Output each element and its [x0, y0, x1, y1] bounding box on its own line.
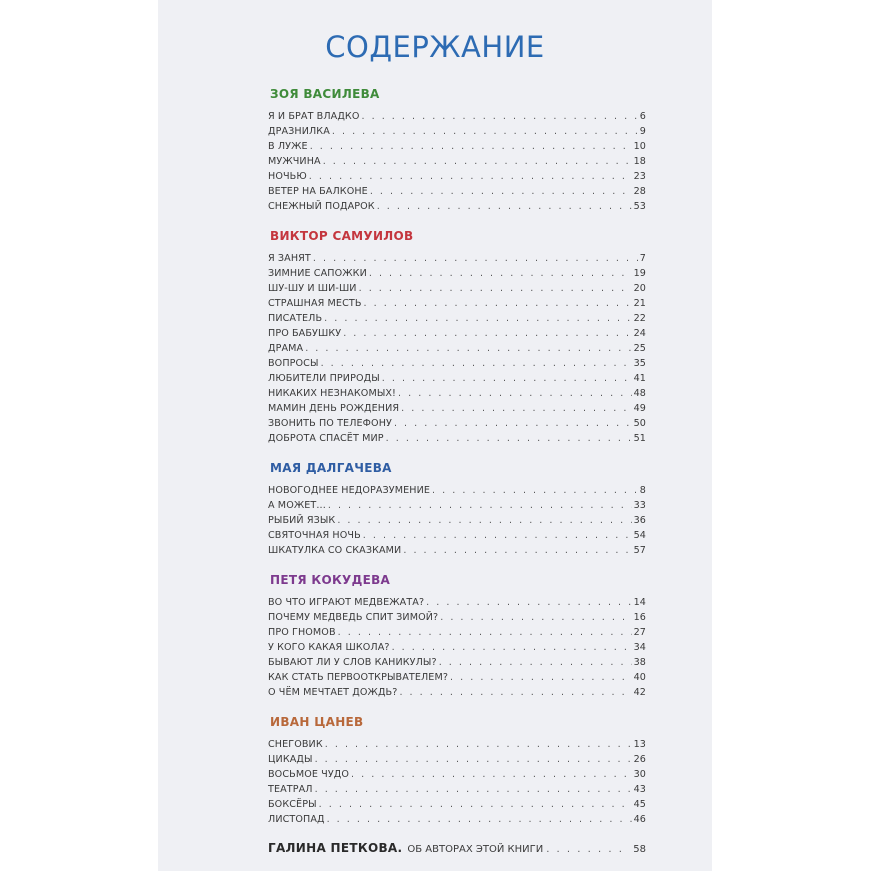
toc-entry	[268, 797, 646, 812]
dot-leader	[343, 326, 631, 341]
entry-title: СНЕЖНЫЙ ПОДАРОК	[268, 201, 375, 212]
entry-page-number: 8	[639, 485, 646, 496]
dot-leader	[313, 251, 638, 266]
entry-page-number: 13	[633, 739, 646, 750]
dot-leader	[364, 296, 632, 311]
entry-page-number: 16	[633, 612, 646, 623]
dot-leader	[315, 752, 632, 767]
toc-entry	[268, 266, 646, 281]
entry-title: ПИСАТЕЛЬ	[268, 313, 323, 324]
entry-title: ЗВОНИТЬ ПО ТЕЛЕФОНУ	[268, 418, 392, 429]
dot-leader	[327, 812, 632, 827]
toc-entry	[268, 685, 646, 700]
toc-entry	[268, 311, 646, 326]
entry-page-number: 48	[633, 388, 646, 399]
entry-page-number: 57	[633, 545, 646, 556]
dot-leader	[315, 782, 632, 797]
dot-leader	[403, 543, 631, 558]
dot-leader	[359, 281, 632, 296]
dot-leader	[323, 154, 632, 169]
toc-entry	[268, 655, 646, 670]
entry-title: ТЕАТРАЛ	[268, 784, 313, 795]
entry-title: ЛЮБИТЕЛИ ПРИРОДЫ	[268, 373, 380, 384]
entry-page-number: 34	[633, 642, 646, 653]
entry-title: НИКАКИХ НЕЗНАКОМЫХ!	[268, 388, 397, 399]
entry-page-number: 27	[633, 627, 646, 638]
entry-page-number: 22	[633, 313, 646, 324]
entry-page-number: 42	[633, 687, 646, 698]
entry-title: ПРО ГНОМОВ	[268, 627, 336, 638]
dot-leader	[432, 483, 638, 498]
author-heading: ЗОЯ ВАСИЛЕВА	[270, 87, 380, 101]
toc-entry	[268, 416, 646, 431]
dot-leader	[386, 431, 632, 446]
entry-page-number: 19	[633, 268, 646, 279]
toc-entry	[268, 812, 646, 827]
dot-leader	[450, 670, 632, 685]
toc-entry	[268, 782, 646, 797]
entry-title: МАМИН ДЕНЬ РОЖДЕНИЯ	[268, 403, 400, 414]
table-of-contents	[268, 86, 646, 855]
entry-title: В ЛУЖЕ	[268, 141, 308, 152]
entry-title: ПОЧЕМУ МЕДВЕДЬ СПИТ ЗИМОЙ?	[268, 612, 439, 623]
dot-leader	[401, 401, 631, 416]
toc-entry	[268, 752, 646, 767]
entry-page-number: 14	[633, 597, 646, 608]
entry-title: СТРАШНАЯ МЕСТЬ	[268, 298, 362, 309]
entry-page-number: 24	[633, 328, 646, 339]
entry-title: ВО ЧТО ИГРАЮТ МЕДВЕЖАТА?	[268, 597, 425, 608]
entry-title: ВЕТЕР НА БАЛКОНЕ	[268, 186, 368, 197]
entry-title: СВЯТОЧНАЯ НОЧЬ	[268, 530, 361, 541]
dot-leader	[319, 797, 632, 812]
toc-entry	[268, 109, 646, 124]
entry-page-number: 43	[633, 784, 646, 795]
toc-entry	[268, 251, 646, 266]
toc-section	[268, 714, 646, 827]
dot-leader	[332, 124, 638, 139]
page-title: СОДЕРЖАНИЕ	[325, 30, 545, 64]
entry-page-number: 23	[633, 171, 646, 182]
entry-page-number: 36	[633, 515, 646, 526]
entry-page-number: 45	[633, 799, 646, 810]
entry-page-number: 30	[633, 769, 646, 780]
toc-entry	[268, 401, 646, 416]
entry-title: У КОГО КАКАЯ ШКОЛА?	[268, 642, 390, 653]
dot-leader	[426, 595, 631, 610]
entry-title: ПРО БАБУШКУ	[268, 328, 342, 339]
entry-page-number: 50	[633, 418, 646, 429]
dot-leader	[394, 416, 632, 431]
book-page	[158, 0, 712, 871]
toc-entry	[268, 737, 646, 752]
dot-leader	[310, 139, 632, 154]
toc-entry	[268, 296, 646, 311]
dot-leader	[325, 737, 632, 752]
toc-entry	[268, 386, 646, 401]
dot-leader	[351, 767, 632, 782]
entry-page-number: 35	[633, 358, 646, 369]
toc-entry	[268, 528, 646, 543]
toc-entry	[268, 326, 646, 341]
entry-title: ДРАМА	[268, 343, 304, 354]
dot-leader	[377, 199, 632, 214]
dot-leader	[546, 844, 630, 855]
dot-leader	[328, 498, 632, 513]
entry-title: О ЧЁМ МЕЧТАЕТ ДОЖДЬ?	[268, 687, 398, 698]
toc-entry	[268, 498, 646, 513]
toc-entry	[268, 513, 646, 528]
entry-title: ЦИКАДЫ	[268, 754, 313, 765]
final-page-number: 58	[633, 844, 646, 855]
entry-title: РЫБИЙ ЯЗЫК	[268, 515, 336, 526]
dot-leader	[337, 513, 631, 528]
toc-entry	[268, 169, 646, 184]
toc-entry	[268, 767, 646, 782]
entry-title: ШКАТУЛКА СО СКАЗКАМИ	[268, 545, 402, 556]
toc-entry	[268, 543, 646, 558]
toc-entry	[268, 625, 646, 640]
entry-page-number: 18	[633, 156, 646, 167]
toc-entry	[268, 356, 646, 371]
entry-page-number: 49	[633, 403, 646, 414]
entry-title: А МОЖЕТ...	[268, 500, 326, 511]
entry-page-number: 10	[633, 141, 646, 152]
dot-leader	[321, 356, 632, 371]
entry-page-number: 7	[639, 253, 646, 264]
entry-title: СНЕГОВИК	[268, 739, 323, 750]
dot-leader	[324, 311, 631, 326]
entry-page-number: 38	[633, 657, 646, 668]
toc-entry	[268, 199, 646, 214]
author-heading: МАЯ ДАЛГАЧЕВА	[270, 461, 392, 475]
dot-leader	[398, 386, 632, 401]
author-heading: ВИКТОР САМУИЛОВ	[270, 229, 414, 243]
dot-leader	[309, 169, 632, 184]
entry-page-number: 54	[633, 530, 646, 541]
author-heading: ИВАН ЦАНЕВ	[270, 715, 364, 729]
dot-leader	[369, 266, 632, 281]
dot-leader	[399, 685, 631, 700]
entry-page-number: 41	[633, 373, 646, 384]
entry-page-number: 51	[633, 433, 646, 444]
dot-leader	[338, 625, 632, 640]
entry-page-number: 46	[633, 814, 646, 825]
entry-title: ДОБРОТА СПАСЁТ МИР	[268, 433, 384, 444]
entry-title: БОКСЁРЫ	[268, 799, 317, 810]
dot-leader	[362, 109, 638, 124]
author-heading: ПЕТЯ КОКУДЕВА	[270, 573, 391, 587]
dot-leader	[363, 528, 632, 543]
dot-leader	[439, 655, 632, 670]
dot-leader	[305, 341, 631, 356]
toc-entry	[268, 139, 646, 154]
toc-section	[268, 460, 646, 558]
dot-leader	[392, 640, 632, 655]
entry-title: БЫВАЮТ ЛИ У СЛОВ КАНИКУЛЫ?	[268, 657, 437, 668]
toc-section	[268, 572, 646, 700]
toc-entry	[268, 640, 646, 655]
dot-leader	[382, 371, 632, 386]
entry-title: ШУ-ШУ И ШИ-ШИ	[268, 283, 357, 294]
entry-title: МУЖЧИНА	[268, 156, 321, 167]
entry-title: Я ЗАНЯТ	[268, 253, 311, 264]
final-author: ГАЛИНА ПЕТКОВА.	[268, 841, 403, 855]
toc-section	[268, 228, 646, 446]
entry-title: ДРАЗНИЛКА	[268, 126, 330, 137]
toc-entry	[268, 281, 646, 296]
toc-entry	[268, 371, 646, 386]
entry-page-number: 26	[633, 754, 646, 765]
entry-page-number: 20	[633, 283, 646, 294]
toc-entry	[268, 670, 646, 685]
entry-page-number: 33	[633, 500, 646, 511]
entry-title: ВОПРОСЫ	[268, 358, 319, 369]
toc-entry	[268, 483, 646, 498]
entry-page-number: 9	[639, 126, 646, 137]
entry-page-number: 53	[633, 201, 646, 212]
toc-entry	[268, 154, 646, 169]
toc-entry	[268, 595, 646, 610]
final-title: ОБ АВТОРАХ ЭТОЙ КНИГИ	[407, 844, 544, 855]
entry-title: ЗИМНИЕ САПОЖКИ	[268, 268, 367, 279]
entry-title: НОЧЬЮ	[268, 171, 307, 182]
entry-page-number: 40	[633, 672, 646, 683]
entry-title: Я И БРАТ ВЛАДКО	[268, 111, 360, 122]
entry-page-number: 25	[633, 343, 646, 354]
dot-leader	[370, 184, 632, 199]
dot-leader	[440, 610, 631, 625]
toc-entry	[268, 124, 646, 139]
toc-entry	[268, 610, 646, 625]
toc-entry	[268, 341, 646, 356]
entry-title: КАК СТАТЬ ПЕРВООТКРЫВАТЕЛЕМ?	[268, 672, 449, 683]
about-authors-entry	[268, 841, 646, 855]
toc-entry	[268, 431, 646, 446]
entry-title: ЛИСТОПАД	[268, 814, 325, 825]
entry-page-number: 28	[633, 186, 646, 197]
entry-title: НОВОГОДНЕЕ НЕДОРАЗУМЕНИЕ	[268, 485, 431, 496]
toc-section	[268, 86, 646, 214]
entry-title: ВОСЬМОЕ ЧУДО	[268, 769, 350, 780]
toc-entry	[268, 184, 646, 199]
entry-page-number: 6	[639, 111, 646, 122]
entry-page-number: 21	[633, 298, 646, 309]
